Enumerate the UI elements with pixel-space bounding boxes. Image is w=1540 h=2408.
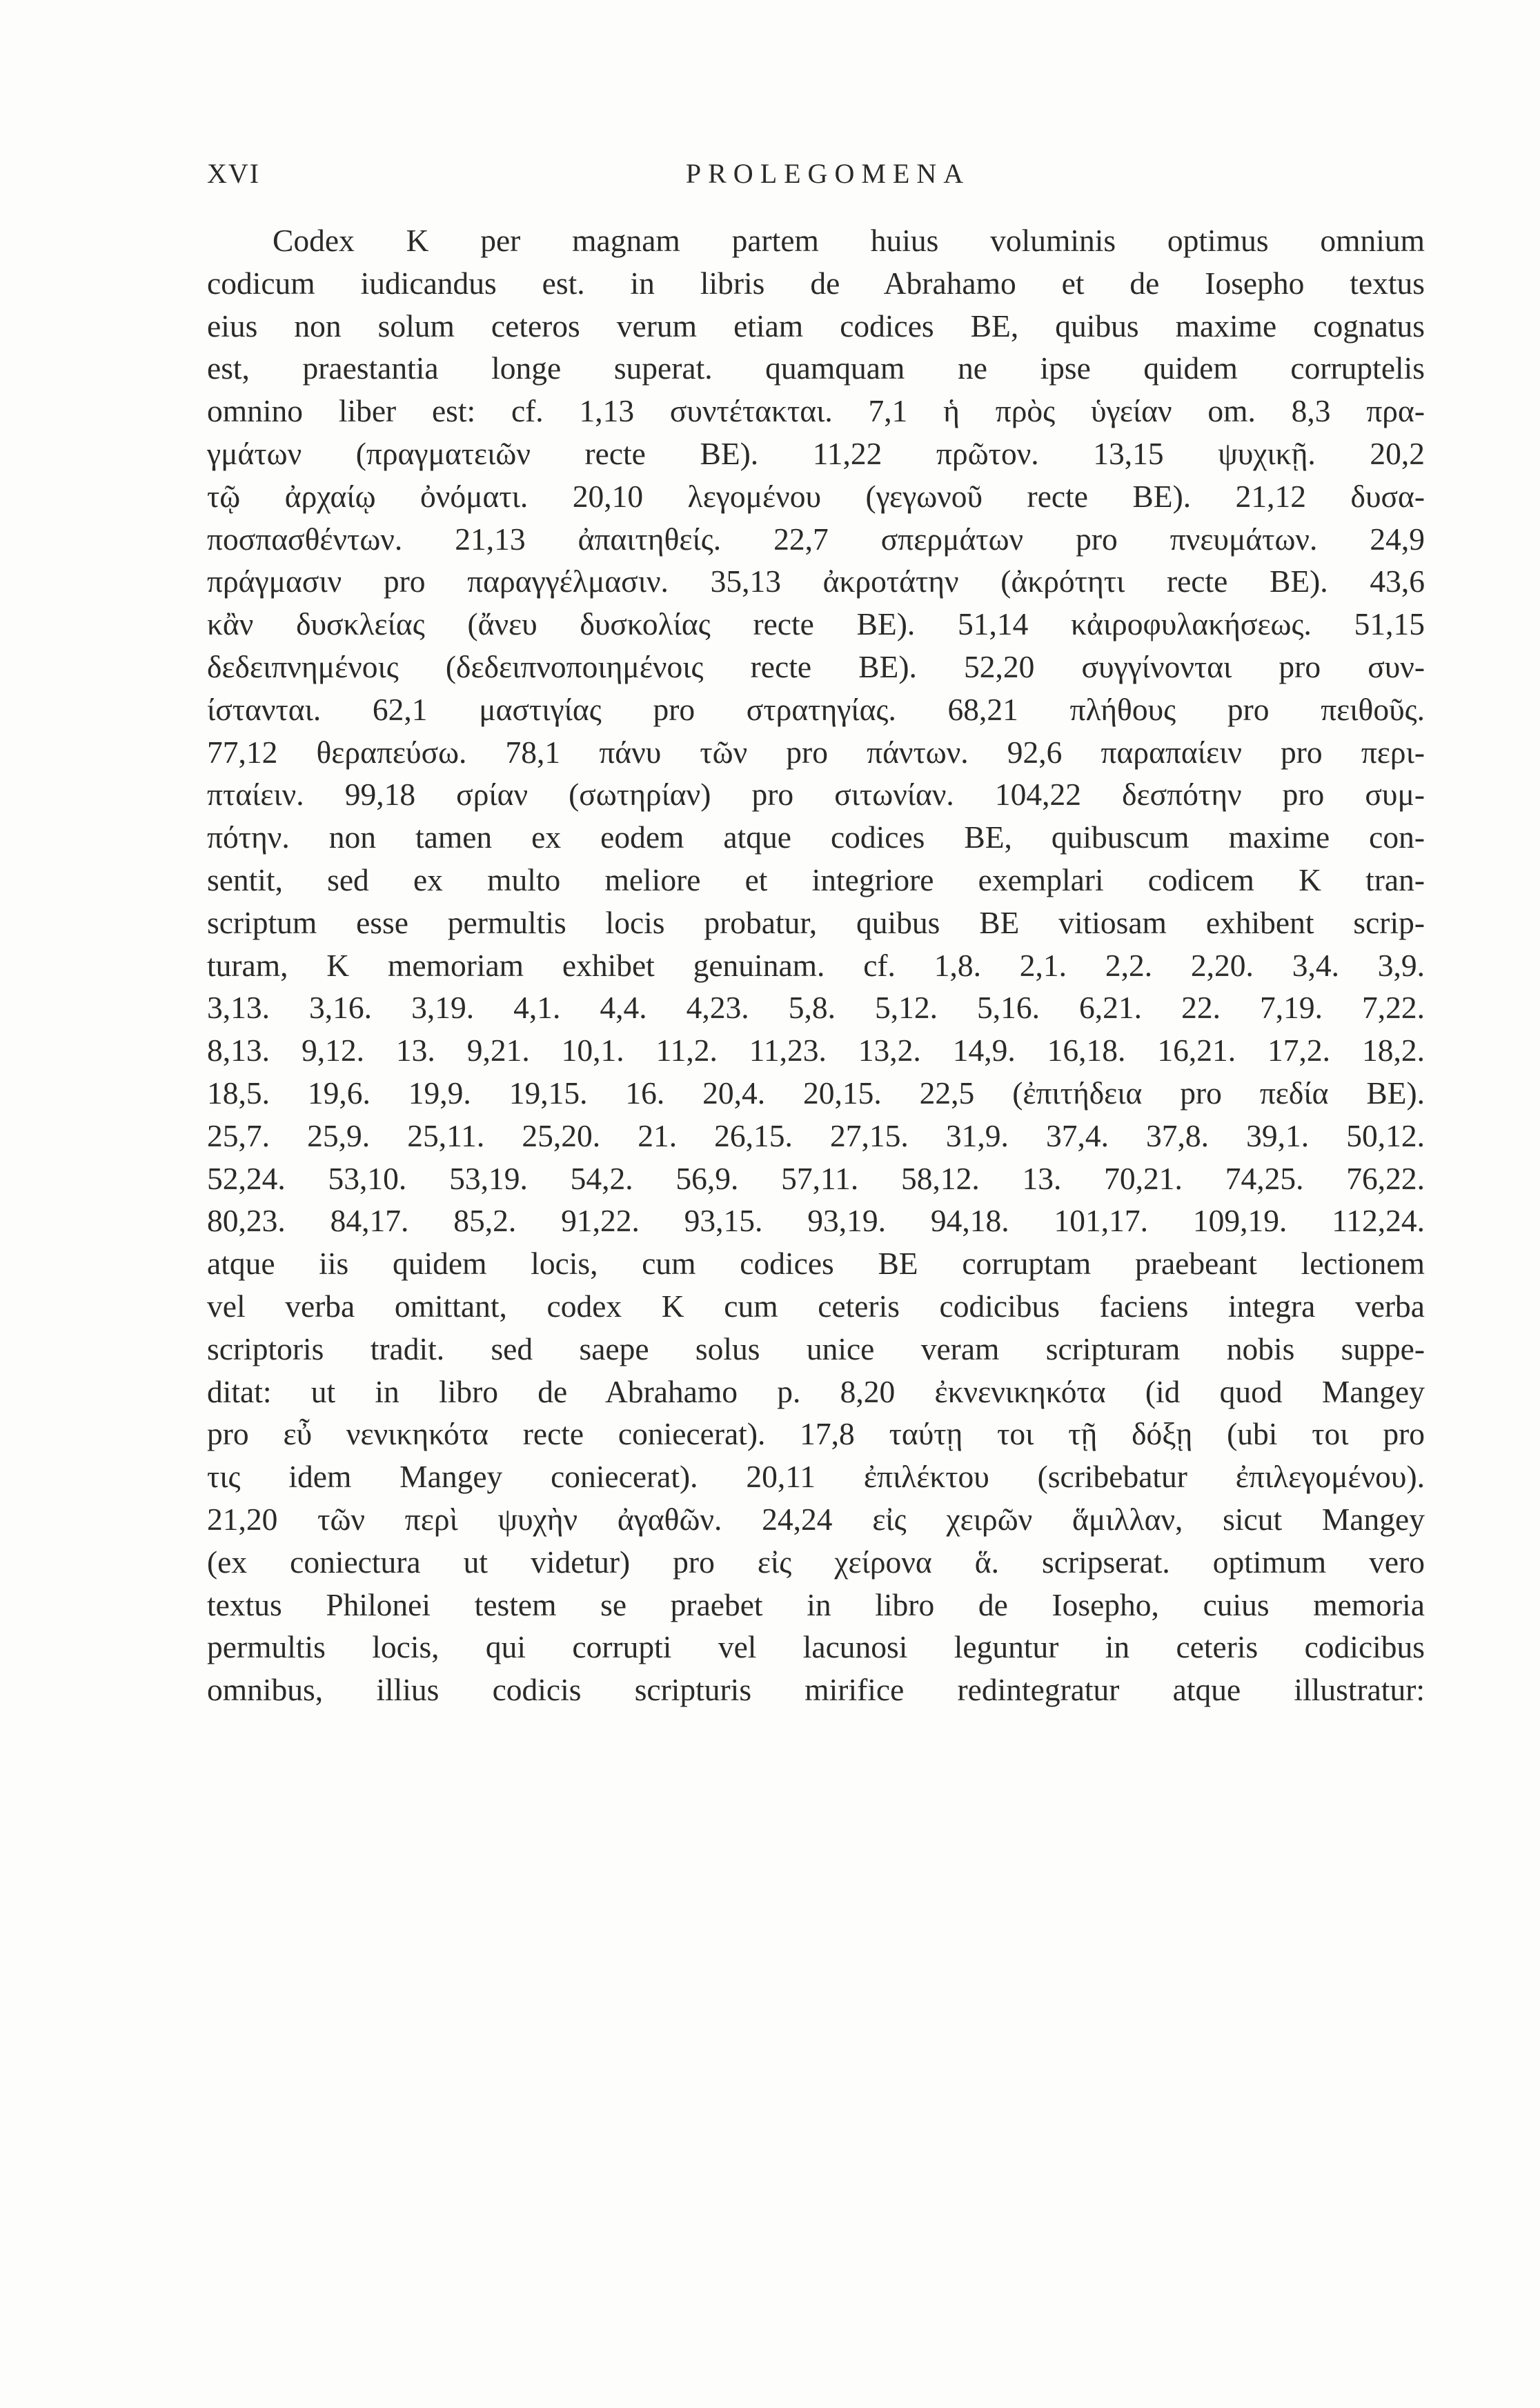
text-line: codicum iudicandus est. in libris de Abrahamo et de Iosepho textus [207, 265, 1425, 301]
text-line: 52,24. 53,10. 53,19. 54,2. 56,9. 57,11. 58,12. 13. 70,21. 74,25. 76,22. [207, 1160, 1425, 1196]
text-line: δεδειπνημένοις (δεδειπνοποιημένοις recte BE). 52,20 συγγίνονται pro συν- [207, 648, 1425, 684]
text-line: vel verba omittant, codex K cum ceteris codicibus faciens integra verba [207, 1288, 1425, 1324]
text-line: omnibus, illius codicis scripturis mirifice redintegratur atque illustratur: [207, 1672, 1425, 1708]
body-paragraph [207, 219, 1425, 1711]
text-line: 77,12 θεραπεύσω. 78,1 πάνυ τῶν pro πάντων. 92,6 παραπαίειν pro περι- [207, 734, 1425, 770]
text-line: omnino liber est: cf. 1,13 συντέτακται. 7,1 ἡ πρὸς ὑγείαν om. 8,3 πρα- [207, 393, 1425, 429]
text-line: 80,23. 84,17. 85,2. 91,22. 93,15. 93,19. 94,18. 101,17. 109,19. 112,24. [207, 1203, 1425, 1239]
page-number: XVI [207, 158, 261, 189]
text-line: textus Philonei testem se praebet in libro de Iosepho, cuius memoria [207, 1586, 1425, 1622]
text-line: est, praestantia longe superat. quamquam ne ipse quidem corruptelis [207, 350, 1425, 386]
text-line: ποσπασθέντων. 21,13 ἀπαιτηθείς. 22,7 σπερμάτων pro πνευμάτων. 24,9 [207, 521, 1425, 557]
text-line: eius non solum ceteros verum etiam codices BE, quibus maxime cognatus [207, 308, 1425, 344]
running-head [207, 157, 1449, 199]
text-line: Codex K per magnam partem huius voluminis optimus omnium [273, 223, 1425, 258]
text-line: sentit, sed ex multo meliore et integriore exemplari codicem K tran- [207, 862, 1425, 897]
text-line: πότην. non tamen ex eodem atque codices BE, quibuscum maxime con- [207, 819, 1425, 855]
text-line: turam, K memoriam exhibet genuinam. cf. 1,8. 2,1. 2,2. 2,20. 3,4. 3,9. [207, 947, 1425, 983]
text-line: scriptum esse permultis locis probatur, quibus BE vitiosam exhibent scrip- [207, 904, 1425, 940]
text-line: ditat: ut in libro de Abrahamo p. 8,20 ἐκνενικηκότα (id quod Mangey [207, 1373, 1425, 1409]
text-line: 8,13. 9,12. 13. 9,21. 10,1. 11,2. 11,23. 13,2. 14,9. 16,18. 16,21. 17,2. 18,2. [207, 1033, 1425, 1068]
text-line: τῷ ἀρχαίῳ ὀνόματι. 20,10 λεγομένου (γεγωνοῦ recte BE). 21,12 δυσα- [207, 478, 1425, 514]
text-line: πράγμασιν pro παραγγέλμασιν. 35,13 ἀκροτάτην (ἀκρότητι recte BE). 43,6 [207, 564, 1425, 599]
text-line: τις idem Mangey coniecerat). 20,11 ἐπιλέκτου (scribebatur ἐπιλεγομένου). [207, 1459, 1425, 1495]
running-title: PROLEGOMENA [685, 158, 971, 189]
text-line: πταίειν. 99,18 σρίαν (σωτηρίαν) pro σιτωνίαν. 104,22 δεσπότην pro συμ- [207, 777, 1425, 813]
text-line: γμάτων (πραγματειῶν recte BE). 11,22 πρῶτον. 13,15 ψυχικῇ. 20,2 [207, 435, 1425, 471]
text-line: atque iis quidem locis, cum codices BE corruptam praebeant lectionem [207, 1246, 1425, 1282]
text-line: 3,13. 3,16. 3,19. 4,1. 4,4. 4,23. 5,8. 5,12. 5,16. 6,21. 22. 7,19. 7,22. [207, 990, 1425, 1026]
text-line: κἂν δυσκλείας (ἄνευ δυσκολίας recte BE). 51,14 κἀιροφυλακήσεως. 51,15 [207, 606, 1425, 642]
text-line: scriptoris tradit. sed saepe solus unice veram scripturam nobis suppe- [207, 1331, 1425, 1366]
text-line: 25,7. 25,9. 25,11. 25,20. 21. 26,15. 27,15. 31,9. 37,4. 37,8. 39,1. 50,12. [207, 1117, 1425, 1153]
text-line: ίστανται. 62,1 μαστιγίας pro στρατηγίας. 68,21 πλήθους pro πειθοῦς. [207, 691, 1425, 727]
text-line: 18,5. 19,6. 19,9. 19,15. 16. 20,4. 20,15. 22,5 (ἐπιτήδεια pro πεδία BE). [207, 1075, 1425, 1111]
text-line: pro εὖ νενικηκότα recte coniecerat). 17,8 ταύτῃ τοι τῇ δόξῃ (ubi τοι pro [207, 1416, 1425, 1452]
text-line: 21,20 τῶν περὶ ψυχὴν ἀγαθῶν. 24,24 εἰς χειρῶν ἅμιλλαν, sicut Mangey [207, 1501, 1425, 1537]
text-line: (ex coniectura ut videtur) pro εἰς χείρονα ἅ. scripserat. optimum vero [207, 1544, 1425, 1580]
text-line: permultis locis, qui corrupti vel lacunosi leguntur in ceteris codicibus [207, 1629, 1425, 1665]
